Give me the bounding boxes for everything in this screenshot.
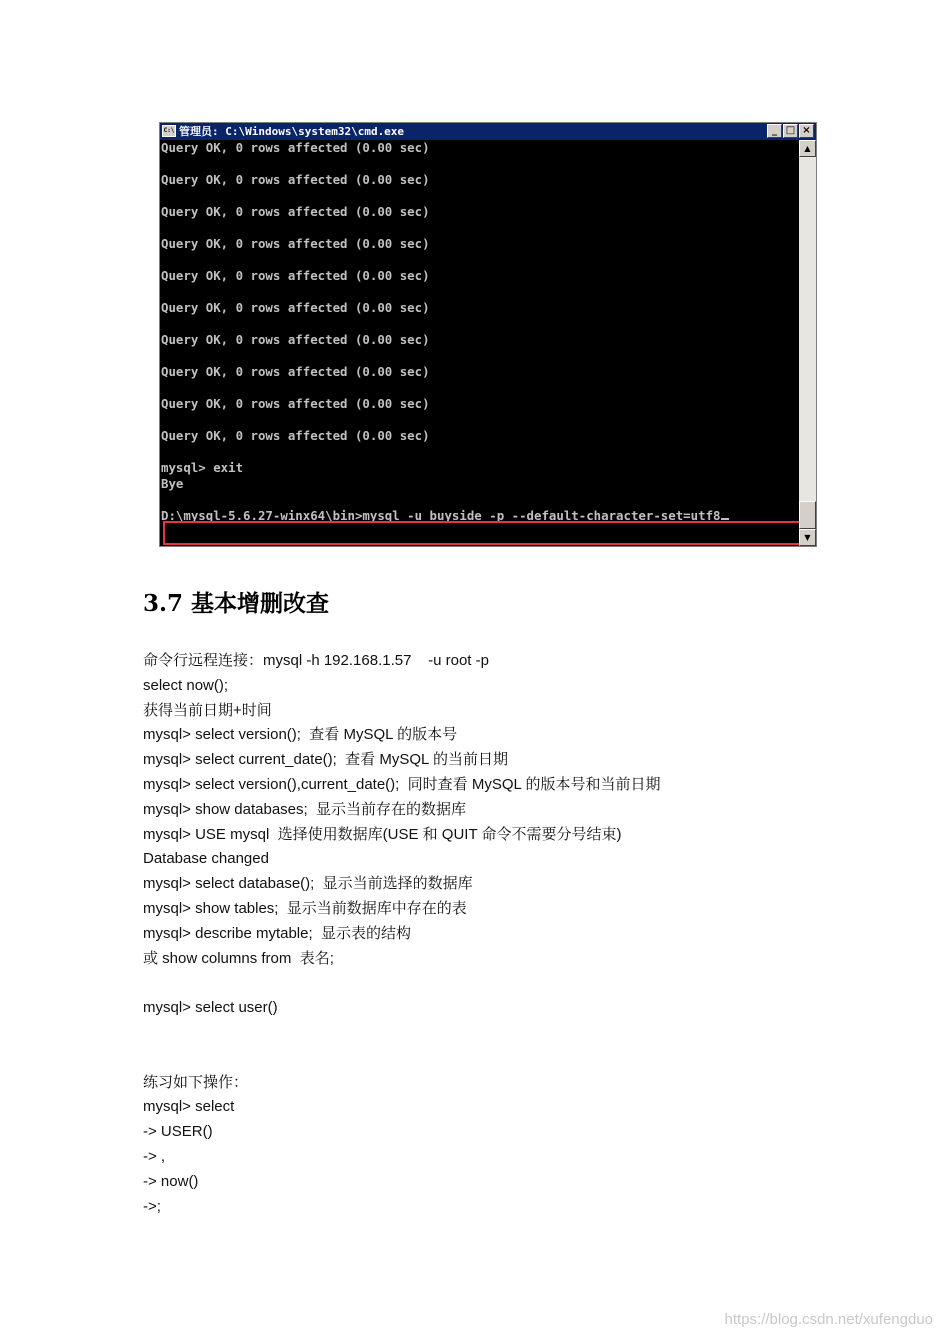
console-line (161, 412, 799, 428)
cmd-window (159, 122, 817, 547)
doc-line: mysql> select database(); 显示当前选择的数据库 (143, 875, 473, 893)
command-highlight-box (163, 521, 803, 545)
doc-line (143, 1046, 863, 1071)
doc-line: mysql> select version(); 查看 MySQL 的版本号 (143, 726, 458, 744)
scroll-down-arrow-icon[interactable]: ▼ (799, 529, 816, 546)
console-line: mysql> exit (161, 460, 244, 475)
doc-line: mysql> show databases; 显示当前存在的数据库 (143, 800, 467, 818)
doc-line: -> now() (143, 1172, 199, 1190)
console-line (161, 188, 799, 204)
console-line: Query OK, 0 rows affected (0.00 sec) (161, 204, 430, 219)
doc-line: mysql> select current_date(); 查看 MySQL 的当前日期 (143, 751, 508, 769)
watermark: https://blog.csdn.net/xufengduo (724, 1311, 933, 1328)
maximize-button[interactable]: □ (783, 124, 798, 138)
document-body (143, 649, 863, 1219)
console-line: Query OK, 0 rows affected (0.00 sec) (161, 236, 430, 251)
console-line: Query OK, 0 rows affected (0.00 sec) (161, 332, 430, 347)
console-line: Query OK, 0 rows affected (0.00 sec) (161, 364, 430, 379)
doc-line: select now(); (143, 676, 229, 694)
doc-line: mysql> USE mysql 选择使用数据库(USE 和 QUIT 命令不需要分号结束) (143, 825, 622, 843)
doc-line (143, 971, 863, 996)
scroll-thumb[interactable] (799, 501, 816, 529)
console-line: Query OK, 0 rows affected (0.00 sec) (161, 396, 430, 411)
scroll-up-arrow-icon[interactable]: ▲ (799, 140, 816, 157)
doc-line: 或 show columns from 表名; (143, 949, 334, 967)
doc-line: -> , (143, 1147, 166, 1165)
doc-line: mysql> describe mytable; 显示表的结构 (143, 924, 411, 942)
console-line (161, 252, 799, 268)
console-line: Query OK, 0 rows affected (0.00 sec) (161, 428, 430, 443)
doc-line (143, 1021, 863, 1046)
doc-line: Database changed (143, 850, 269, 868)
console-line (161, 492, 799, 508)
doc-line: mysql> select (143, 1098, 235, 1116)
close-button[interactable]: × (799, 124, 814, 138)
console-line (161, 444, 799, 460)
doc-line: 命令行远程连接：mysql -h 192.168.1.57 -u root -p (143, 652, 489, 669)
command-text: D:\mysql-5.6.27-winx64\bin>mysql -u buyside -p --default-character-set=utf8 (161, 508, 721, 523)
console-line (161, 316, 799, 332)
vertical-scrollbar[interactable] (799, 140, 816, 546)
doc-line: ->; (143, 1197, 161, 1215)
doc-line: mysql> show tables; 显示当前数据库中存在的表 (143, 899, 467, 917)
section-heading: 3.7 基本增删改查 (143, 590, 330, 617)
console-line (161, 284, 799, 300)
console-line (161, 220, 799, 236)
console-line: Query OK, 0 rows affected (0.00 sec) (161, 172, 430, 187)
doc-line: 获得当前日期+时间 (143, 701, 272, 719)
console-line: Query OK, 0 rows affected (0.00 sec) (161, 300, 430, 315)
console-line (161, 348, 799, 364)
console-line: Query OK, 0 rows affected (0.00 sec) (161, 140, 430, 155)
cmd-console-output[interactable] (161, 140, 799, 545)
minimize-button[interactable]: _ (767, 124, 782, 138)
console-line (161, 156, 799, 172)
cmd-titlebar[interactable] (160, 123, 816, 140)
cmd-app-icon: C:\ (162, 125, 176, 137)
doc-line: mysql> select user() (143, 999, 278, 1017)
text-cursor (721, 518, 729, 520)
console-line (161, 380, 799, 396)
console-line: Query OK, 0 rows affected (0.00 sec) (161, 268, 430, 283)
doc-line: mysql> select version(),current_date(); 同时查看 MySQL 的版本号和当前日期 (143, 775, 661, 793)
doc-line: 练习如下操作： (143, 1073, 249, 1091)
console-line: Bye (161, 476, 184, 491)
doc-line: -> USER() (143, 1123, 213, 1141)
cmd-window-title: 管理员: C:\Windows\system32\cmd.exe (179, 125, 405, 138)
